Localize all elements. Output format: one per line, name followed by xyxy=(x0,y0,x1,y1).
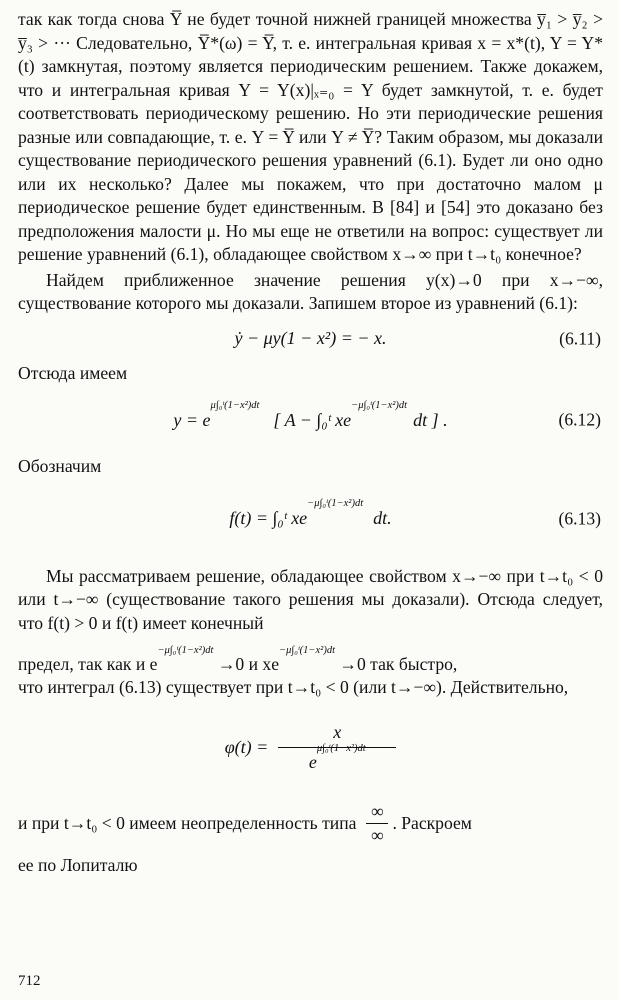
eq-phi-lhs: φ(t) = xyxy=(224,737,269,758)
equation-phi xyxy=(18,700,603,796)
equation-6-12-number: (6.12) xyxy=(558,409,601,430)
equation-6-13 xyxy=(18,479,603,559)
eq-6-12-bracket-open: [ A − ∫₀ᵗ xe xyxy=(273,409,352,430)
indeterminate-text: и при t→t₀ < 0 имеем неопределенность типа xyxy=(18,813,357,834)
eq-6-12-lhs: y = e xyxy=(173,409,211,430)
eq-phi-denominator-exponent: μ∫₀ᵗ(1−x²)dt xyxy=(316,743,366,755)
equation-6-13-number: (6.13) xyxy=(558,508,601,528)
equation-6-11 xyxy=(18,316,603,362)
eq-phi-denominator-base: e xyxy=(308,752,317,773)
page-number: 712 xyxy=(18,973,41,989)
paragraph-periodic-solution: так как тогда снова Y̅ не будет точной нижней границей множества y̅₁ > y̅₂ > y̅₃ > ··· Следовательно, Y̅*(ω) = Y̅, т. е. интегральная кривая x = x*(t), Y = Y*(t) замкнутая, поэтому является периодическим решением. Также докажем, что и интегральная кривая Y = Y(x)|ₓ₌₀ = Y будет замкнутой, т. е. будет соответствовать периодическому решению. Но эти периодические решения разные или совпадающие, т. е. Y = Y̅ или Y ≠ Y̅? Таким образом, мы доказали существование периодического решения уравнений (6.1). Будет ли оно одно или их несколько? Далее мы покажем, что при достаточно малом μ периодическое решение будет единственным. В [84] и [54] это доказано без предположения малости μ. Но мы еще не ответили на вопрос: существует ли решение уравнений (6.1), обладающее свойством x→∞ при t→t₀ конечное? xyxy=(18,9,603,264)
paragraph-limit-line xyxy=(18,645,603,676)
equation-6-12 xyxy=(18,385,603,455)
paragraph-indeterminate xyxy=(18,800,603,848)
equation-6-11-number: (6.11) xyxy=(559,328,601,348)
label-denote: Обозначим xyxy=(18,456,102,476)
limit-line-b: →0 и xe xyxy=(217,653,280,674)
limit-line-exp1: −μ∫₀ᵗ(1−x²)dt xyxy=(157,645,214,656)
eq-6-12-bracket-close: dt ] . xyxy=(413,409,448,430)
eq-6-13-lhs: f(t) = ∫₀ᵗ xe xyxy=(229,508,308,528)
eq-phi-numerator: x xyxy=(333,722,342,743)
limit-line-a: предел, так как и e xyxy=(18,653,158,674)
eq-6-12-exponent: μ∫₀ᵗ(1−x²)dt xyxy=(210,399,260,411)
eq-6-13-exponent: −μ∫₀ᵗ(1−x²)dt xyxy=(307,498,364,509)
eq-6-12-inner-exponent: −μ∫₀ᵗ(1−x²)dt xyxy=(351,399,408,411)
eq-phi-fraction xyxy=(278,722,396,773)
infinity-denominator: ∞ xyxy=(371,825,384,846)
paragraph-integral-exists: что интеграл (6.13) существует при t→t₀ < 0 (или t→−∞). Действительно, xyxy=(18,677,569,698)
limit-line-c: →0 так быстро, xyxy=(339,653,458,674)
eq-6-13-tail: dt. xyxy=(373,508,392,528)
label-hence: Отсюда имеем xyxy=(18,362,128,383)
limit-line-exp2: −μ∫₀ᵗ(1−x²)dt xyxy=(279,645,335,656)
eq-phi-denominator xyxy=(308,743,366,773)
paragraph-approximate-value: Найдем приближенное значение решения y(x)→0 при x→−∞, существование которого мы доказали. Запишем второе из уравнений (6.1): xyxy=(18,269,603,313)
infinity-fraction xyxy=(366,800,388,848)
indeterminate-tail: . Раскроем xyxy=(392,813,472,834)
paragraph-lhopital: ее по Лопиталю xyxy=(18,854,138,875)
equation-6-11-body: ẏ − μy(1 − x²) = − x. xyxy=(234,328,387,348)
paragraph-solution-property: Мы рассматриваем решение, обладающее свойством x→−∞ при t→t₀ < 0 или t→−∞ (существование такого решения мы доказали). Отсюда следует, что f(t) > 0 и f(t) имеет конечный xyxy=(18,565,603,633)
infinity-numerator: ∞ xyxy=(371,800,384,821)
